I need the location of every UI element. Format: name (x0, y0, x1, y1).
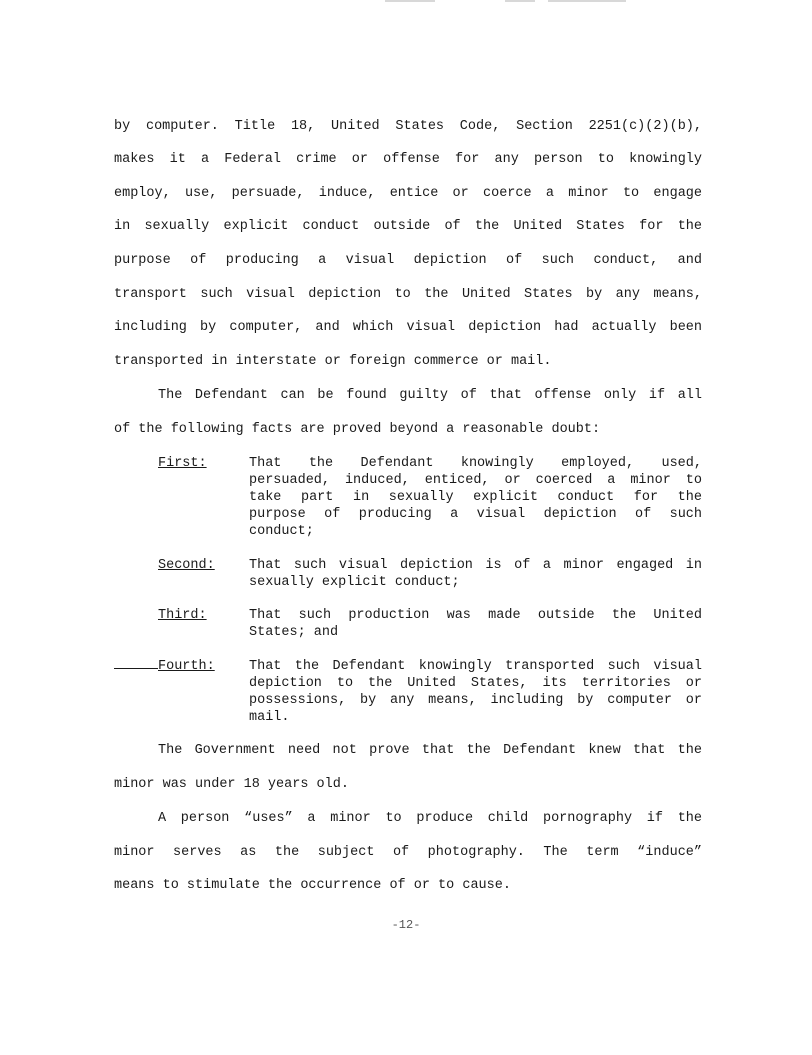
element-label-first: First: (158, 456, 207, 471)
element-line: That the Defendant knowingly transported such visual (249, 659, 702, 674)
element-text-fourth (249, 658, 702, 726)
para1-line: employ, use, persuade, induce, entice or coerce a minor to engage (114, 186, 702, 201)
element-line: States; and (249, 625, 339, 640)
element-line: That the Defendant knowingly employed, used, (249, 456, 702, 471)
element-line: possessions, by any means, including by computer or (249, 693, 702, 708)
para3-line: The Government need not prove that the Defendant knew that the (158, 743, 702, 758)
para2-line: of the following facts are proved beyond a reasonable doubt: (114, 422, 601, 437)
element-line: mail. (249, 710, 290, 725)
element-line: purpose of producing a visual depiction of such (249, 507, 702, 522)
para4-line: minor serves as the subject of photography. The term “induce” (114, 845, 702, 860)
para4-line: A person “uses” a minor to produce child pornography if the (158, 811, 702, 826)
element-label-second: Second: (158, 558, 215, 573)
element-text-first (249, 455, 702, 540)
para3-line: minor was under 18 years old. (114, 777, 349, 792)
page-number: -12- (391, 918, 421, 932)
element-label-fourth-text: Fourth: (158, 659, 215, 674)
para1-line: including by computer, and which visual depiction had actually been (114, 320, 702, 335)
element-line: persuaded, induced, enticed, or coerced a minor to (249, 473, 702, 488)
para1-line: in sexually explicit conduct outside of the United States for the (114, 219, 702, 234)
underline-rule (114, 667, 158, 669)
para1-line: transported in interstate or foreign commerce or mail. (114, 354, 552, 369)
para2-line: The Defendant can be found guilty of that offense only if all (158, 388, 702, 403)
element-label-third: Third: (158, 608, 207, 623)
element-line: depiction to the United States, its territories or (249, 676, 702, 691)
scan-artifact (385, 0, 435, 2)
element-text-second (249, 557, 702, 591)
element-text-third (249, 607, 702, 641)
element-line: That such production was made outside the United (249, 608, 702, 623)
element-label-fourth (114, 658, 215, 675)
element-line: take part in sexually explicit conduct for the (249, 490, 702, 505)
element-line: That such visual depiction is of a minor engaged in (249, 558, 702, 573)
element-line: conduct; (249, 524, 314, 539)
para1-line: purpose of producing a visual depiction of such conduct, and (114, 253, 702, 268)
para1-line: by computer. Title 18, United States Code, Section 2251(c)(2)(b), (114, 119, 702, 134)
scan-artifact (548, 0, 626, 2)
element-line: sexually explicit conduct; (249, 575, 460, 590)
para1-line: transport such visual depiction to the United States by any means, (114, 287, 702, 302)
para4-line: means to stimulate the occurrence of or to cause. (114, 878, 511, 893)
para1-line: makes it a Federal crime or offense for any person to knowingly (114, 152, 702, 167)
scan-artifact (505, 0, 535, 2)
